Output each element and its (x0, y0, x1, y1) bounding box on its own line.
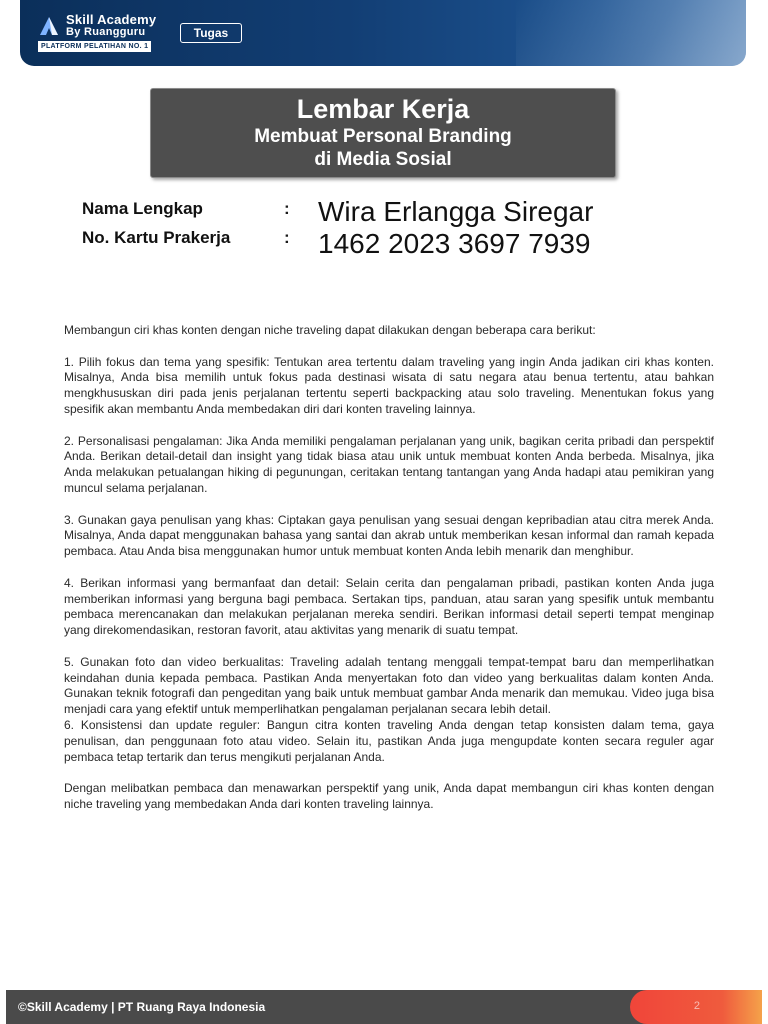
banner-decoration (516, 0, 746, 66)
point-3-paragraph: 3. Gunakan gaya penulisan yang khas: Ciptakan gaya penulisan yang sesuai dengan kepribadian atau citra merek Anda. Misalnya, Anda dapat menggunakan bahasa yang santai dan akrab untuk memberikan kesan informal dan ramah kepada pembaca. Atau Anda bisa menggunakan humor untuk membuat konten Anda lebih menarik dan menghibur. (64, 512, 714, 559)
point-6-paragraph: 6. Konsistensi dan update reguler: Bangun citra konten traveling Anda dengan tetap konsisten dalam tema, gaya penulisan, dan penggunaan foto atau video. Selain itu, pastikan Anda juga mengupdate konten secara reguler agar pembaca tetap tertarik dan terus mengikuti perjalanan Anda. (64, 717, 714, 764)
name-label: Nama Lengkap (82, 199, 203, 218)
card-number-colon: : (284, 228, 290, 247)
closing-paragraph: Dengan melibatkan pembaca dan menawarkan perspektif yang unik, Anda dapat membangun ciri khas konten dengan niche traveling yang membedakan Anda dari konten traveling lainnya. (64, 781, 714, 811)
name-colon: : (284, 199, 290, 218)
point-1-paragraph: 1. Pilih fokus dan tema yang spesifik: Tentukan area tertentu dalam traveling yang ingin Anda jadikan ciri khas konten. Misalnya, Anda bisa memilih untuk fokus pada destinasi wisata di satu negara atau benua tertentu, atau bahkan mengkhususkan diri pada jenis perjalanan tertentu seperti backpacking atau solo traveling. Menentukan fokus yang spesifik akan membantu Anda membedakan diri dari konten traveling lainnya. (64, 354, 714, 416)
page-footer (6, 990, 762, 1024)
worksheet-subtitle-line1: Membuat Personal Branding (254, 126, 512, 147)
brand-name: Skill Academy (66, 12, 157, 27)
worksheet-title-box (150, 88, 616, 178)
skill-academy-logo-icon (38, 15, 60, 37)
worksheet-subtitle-line2: di Media Sosial (314, 149, 452, 170)
point-4-paragraph: 4. Berikan informasi yang bermanfaat dan detail: Selain cerita dan pengalaman pribadi, pastikan konten Anda juga memberikan informasi yang berguna bagi pembaca. Sertakan tips, panduan, atau saran yang spesifik untuk membantu pembaca merencanakan dan melakukan perjalanan mereka sendiri. Berikan informasi detail seperti tempat menginap yang direkomendasikan, restoran favorit, atau aktivitas yang menarik di suatu tempat. (64, 575, 714, 638)
tugas-button[interactable]: Tugas (180, 23, 242, 43)
intro-paragraph: Membangun ciri khas konten dengan niche traveling dapat dilakukan dengan beberapa cara berikut: (64, 323, 596, 337)
brand-tagline: PLATFORM PELATIHAN NO. 1 (38, 41, 151, 52)
name-value: Wira Erlangga Siregar (318, 196, 594, 227)
footer-copyright: ©Skill Academy | PT Ruang Raya Indonesia (18, 1000, 266, 1014)
header-banner (20, 0, 746, 66)
point-5-paragraph: 5. Gunakan foto dan video berkualitas: Traveling adalah tentang menggali tempat-tempat baru dan memperlihatkan keindahan dunia kepada pembaca. Pastikan Anda menyertakan foto dan video yang berkualitas dalam konten Anda. Gunakan teknik fotografi dan pengeditan yang baik untuk membuat gambar Anda menarik dan memukau. Video juga bisa menjadi cara yang efektif untuk memperlihatkan pengalaman perjalanan secara lebih detail. (64, 654, 714, 717)
card-number-label: No. Kartu Prakerja (82, 228, 231, 247)
worksheet-title: Lembar Kerja (296, 94, 470, 124)
card-number-value: 1462 2023 3697 7939 (318, 228, 591, 259)
point-2-paragraph: 2. Personalisasi pengalaman: Jika Anda memiliki pengalaman perjalanan yang unik, bagikan cerita pribadi dan perspektif Anda. Berikan detail-detail dan insight yang tidak biasa atau unik untuk membuat konten Anda berbeda. Misalnya, jika Anda melakukan petualangan hiking di pegunungan, ceritakan tentang tantangan yang Anda hadapi atau pemikiran yang muncul selama perjalanan. (64, 433, 714, 495)
page-number: 2 (693, 1000, 700, 1012)
worksheet-body (64, 323, 714, 829)
brand-subtitle: By Ruangguru (66, 26, 146, 38)
